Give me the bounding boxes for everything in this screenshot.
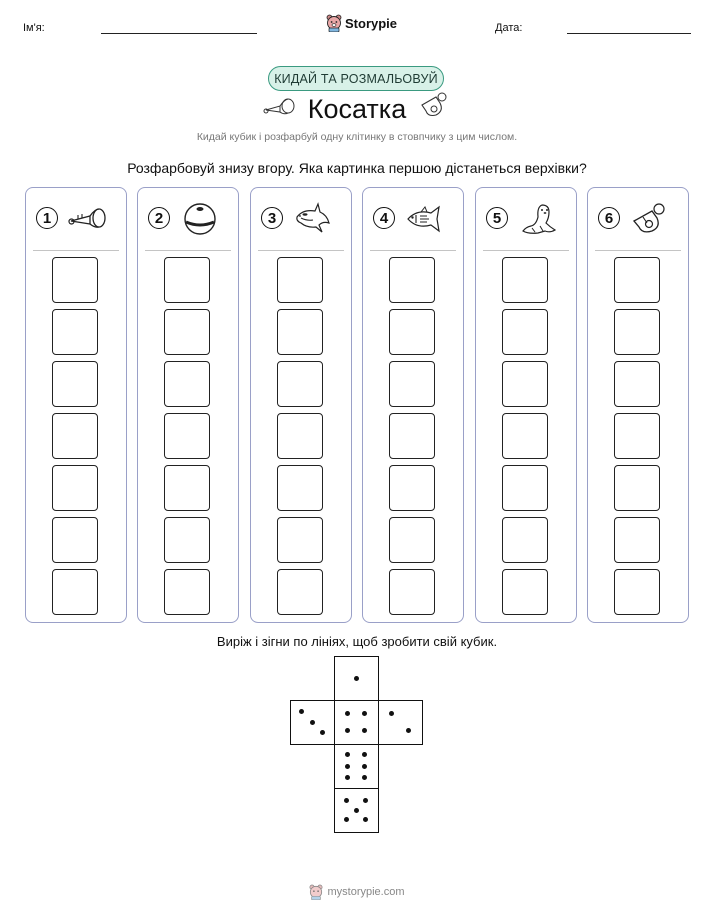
trumpet-icon [68,201,108,237]
die-pip [344,798,349,803]
color-cell[interactable] [277,465,323,511]
name-label: Ім'я: [23,22,45,34]
color-cell[interactable] [502,465,548,511]
color-cell[interactable] [614,413,660,459]
color-cell[interactable] [614,361,660,407]
page-title: Косатка [307,94,407,124]
die-face-6 [334,744,379,789]
column-divider [258,250,344,251]
footer-url: mystorypie.com [327,886,405,898]
color-cell[interactable] [389,361,435,407]
color-cell[interactable] [502,257,548,303]
color-cell[interactable] [52,465,98,511]
die-pip [362,752,367,757]
color-cell[interactable] [614,465,660,511]
die-pip [362,764,367,769]
color-cell[interactable] [502,517,548,563]
color-cell[interactable] [389,465,435,511]
column-5 [475,187,577,623]
die-pip [345,764,350,769]
bear-logo-icon [309,884,323,900]
column-header [251,188,351,250]
column-divider [33,250,119,251]
die-face-4 [334,700,379,745]
color-cell[interactable] [164,257,210,303]
whistle-icon [418,91,450,119]
column-6 [587,187,689,623]
color-cell[interactable] [277,569,323,615]
die-face-5 [334,788,379,833]
color-cell[interactable] [277,413,323,459]
die-pip [299,709,304,714]
die-pip [310,720,315,725]
column-divider [595,250,681,251]
color-cell[interactable] [389,257,435,303]
color-cell[interactable] [52,309,98,355]
die-pip [345,728,350,733]
date-line [567,33,691,34]
color-cell[interactable] [164,361,210,407]
die-pip [345,752,350,757]
die-pip [363,798,368,803]
column-divider [145,250,231,251]
color-cell[interactable] [52,569,98,615]
color-cell[interactable] [277,517,323,563]
color-cell[interactable] [52,257,98,303]
die-pip [362,711,367,716]
die-face-3 [290,700,335,745]
color-cell[interactable] [614,569,660,615]
die-pip [389,711,394,716]
bear-logo-icon [326,14,342,32]
column-1 [25,187,127,623]
column-divider [483,250,569,251]
die-pip [345,775,350,780]
column-number: 2 [148,207,170,229]
fish-icon [405,201,445,237]
die-pip [354,808,359,813]
column-number: 1 [36,207,58,229]
column-3 [250,187,352,623]
color-cell[interactable] [614,257,660,303]
color-cell[interactable] [502,361,548,407]
name-line [101,33,257,34]
column-header [138,188,238,250]
color-cell[interactable] [389,309,435,355]
subtitle: Кидай кубик і розфарбуй одну клітинку в стовпчику з цим числом. [196,131,518,143]
logo-text: Storypie [345,15,398,31]
die-face-1 [334,656,379,701]
color-cell[interactable] [277,257,323,303]
color-cell[interactable] [52,517,98,563]
die-pip [363,817,368,822]
color-cell[interactable] [164,309,210,355]
die-pip [344,817,349,822]
column-2 [137,187,239,623]
color-cell[interactable] [164,465,210,511]
color-cell[interactable] [502,309,548,355]
column-divider [370,250,456,251]
logo [326,12,397,34]
color-cell[interactable] [389,517,435,563]
color-cell[interactable] [389,569,435,615]
die-pip [320,730,325,735]
orca-icon [293,201,333,237]
color-cell[interactable] [614,309,660,355]
color-cell[interactable] [164,517,210,563]
color-cell[interactable] [164,413,210,459]
column-header [476,188,576,250]
die-pip [345,711,350,716]
cut-instruction: Виріж і зігни по лініях, щоб зробити свій кубик. [216,634,498,649]
die-pip [406,728,411,733]
instruction: Розфарбовуй знизу вгору. Яка картинка першою дістанеться верхівки? [127,160,587,176]
color-cell[interactable] [277,361,323,407]
footer [0,884,714,900]
whistle-icon [630,201,670,237]
color-cell[interactable] [502,413,548,459]
column-4 [362,187,464,623]
color-cell[interactable] [389,413,435,459]
color-cell[interactable] [614,517,660,563]
color-cell[interactable] [502,569,548,615]
column-number: 5 [486,207,508,229]
column-number: 4 [373,207,395,229]
color-cell[interactable] [277,309,323,355]
color-cell[interactable] [164,569,210,615]
column-header [363,188,463,250]
die-pip [354,676,359,681]
activity-badge: КИДАЙ ТА РОЗМАЛЬОВУЙ [268,66,444,91]
color-cell[interactable] [52,361,98,407]
date-label: Дата: [495,22,523,34]
column-header [26,188,126,250]
die-pip [362,775,367,780]
color-cell[interactable] [52,413,98,459]
column-number: 3 [261,207,283,229]
die-pip [362,728,367,733]
ball-icon [180,201,220,237]
die-face-2 [378,700,423,745]
seal-icon [518,201,558,237]
column-header [588,188,688,250]
column-number: 6 [598,207,620,229]
